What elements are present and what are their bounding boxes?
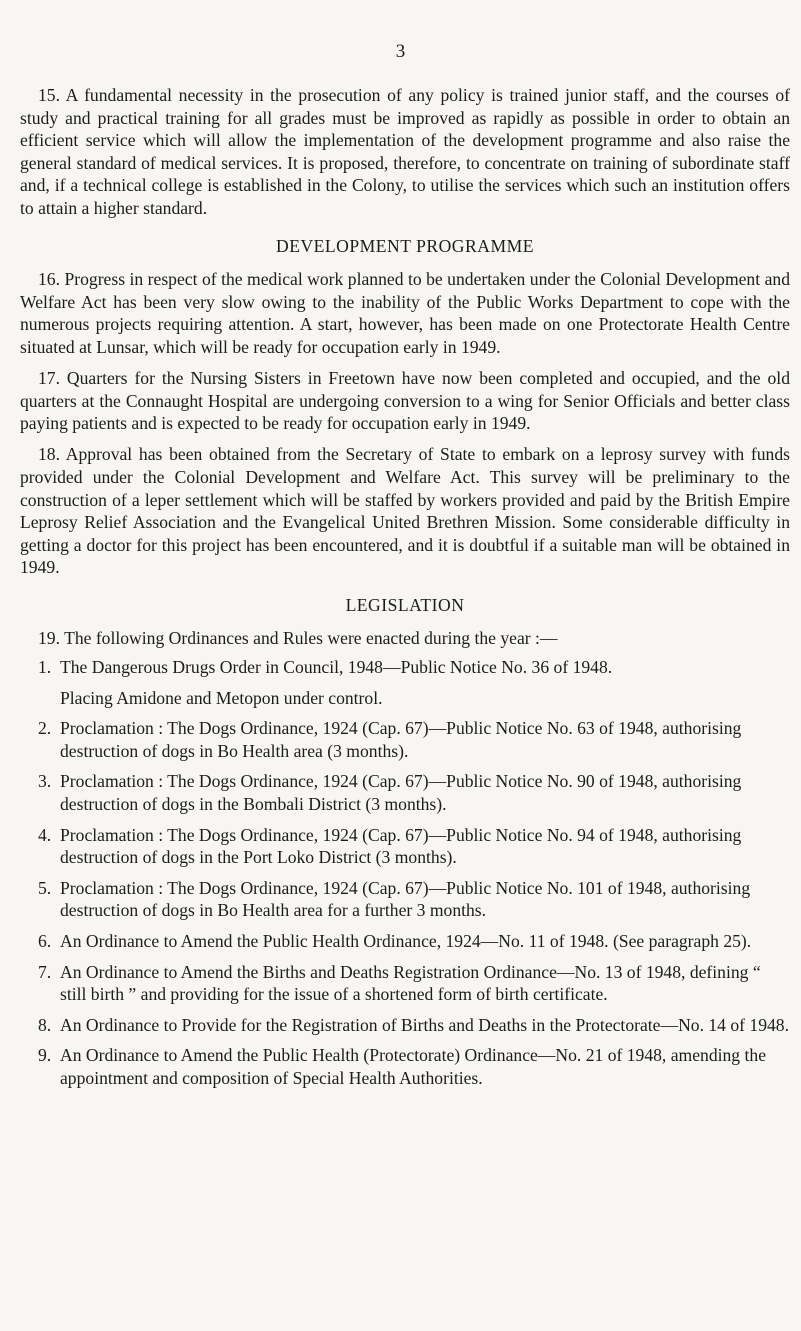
- list-item-number: 4.: [38, 824, 52, 845]
- page-number: 3: [395, 41, 406, 62]
- list-item-number: 5.: [38, 877, 52, 898]
- list-item-number: 8.: [38, 1014, 52, 1035]
- paragraph-18: 18. Approval has been obtained from the Secretary of State to embark on a leprosy survey with funds provided under the Colonial Development and Welfare Act. This survey will be preliminary to the construction of a leper settlement which will be staffed by workers provided and paid by the British Empire Leprosy Relief Association and the Evangelical United Brethren Mission. Some considerable difficulty in getting a doctor for this project has been encountered, and it is doubtful if a suitable man will be obtained in 1949.: [20, 444, 790, 578]
- list-item-text: Proclamation : The Dogs Ordinance, 1924 (Cap. 67)—Public Notice No. 101 of 1948, authorising destruction of dogs in Bo Health area for a further 3 months.: [60, 877, 751, 921]
- paragraph-16: 16. Progress in respect of the medical work planned to be undertaken under the Colonial Development and Welfare Act has been very slow owing to the inability of the Public Works Department to cope with the numerous projects requiring attention. A start, however, has been made on one Protectorate Health Centre situated at Lunsar, which will be ready for occupation early in 1949.: [20, 269, 790, 357]
- list-item-number: 3.: [38, 771, 52, 792]
- list-item-number: 9.: [38, 1045, 52, 1066]
- list-item-text: An Ordinance to Provide for the Registration of Births and Deaths in the Protectorate—No. 14 of 1948.: [60, 1014, 790, 1035]
- paragraph-19-intro: 19. The following Ordinances and Rules were enacted during the year :—: [38, 628, 558, 649]
- section-heading-legislation: LEGISLATION: [345, 594, 465, 615]
- list-item: [20, 770, 790, 815]
- list-item-number: 6.: [38, 931, 52, 951]
- list-item-text: Proclamation : The Dogs Ordinance, 1924 (Cap. 67)—Public Notice No. 90 of 1948, authorising destruction of dogs in the Bombali District (3 months).: [60, 771, 742, 815]
- list-item-text: An Ordinance to Amend the Births and Deaths Registration Ordinance—No. 13 of 1948, defining “ still birth ” and providing for the issue of a shortened form of birth certificate.: [60, 961, 761, 1005]
- list-item-note: Placing Amidone and Metopon under control.: [60, 687, 383, 708]
- list-item-number: 1.: [38, 657, 52, 678]
- list-item: [20, 717, 790, 762]
- list-item: [20, 930, 790, 953]
- list-item-text: The Dangerous Drugs Order in Council, 1948—Public Notice No. 36 of 1948.: [60, 657, 613, 678]
- section-heading-development: DEVELOPMENT PROGRAMME: [276, 235, 534, 256]
- list-item: [20, 824, 790, 869]
- list-item: [20, 656, 790, 709]
- list-item: [20, 877, 790, 922]
- list-item-text: Proclamation : The Dogs Ordinance, 1924 (Cap. 67)—Public Notice No. 94 of 1948, authorising destruction of dogs in the Port Loko District (3 months).: [60, 824, 742, 868]
- list-item-text: Proclamation : The Dogs Ordinance, 1924 (Cap. 67)—Public Notice No. 63 of 1948, authorising destruction of dogs in Bo Health area (3 months).: [60, 718, 742, 761]
- list-item: [20, 1014, 790, 1037]
- list-item-text: An Ordinance to Amend the Public Health (Protectorate) Ordinance—No. 21 of 1948, amending the appointment and composition of Special Health Authorities.: [60, 1045, 767, 1088]
- paragraph-15: 15. A fundamental necessity in the prosecution of any policy is trained junior staff, and the courses of study and practical training for all grades must be improved as rapidly as possible in order to obtain an efficient service which will allow the implementation of the development programme and also raise the general standard of medical services. It is proposed, therefore, to concentrate on training of subordinate staff and, if a technical college is established in the Colony, to utilise the services which such an institution offers to attain a higher standard.: [20, 85, 790, 218]
- list-item: [20, 961, 790, 1006]
- list-item-number: 7.: [38, 961, 52, 982]
- document-body: [20, 84, 790, 1098]
- list-item: [20, 1044, 790, 1089]
- paragraph-17: 17. Quarters for the Nursing Sisters in Freetown have now been completed and occupied, and the old quarters at the Connaught Hospital are undergoing conversion to a wing for Senior Officials and better class paying patients and is expected to be ready for occupation early in 1949.: [20, 368, 790, 434]
- list-item-text: An Ordinance to Amend the Public Health Ordinance, 1924—No. 11 of 1948. (See paragraph 25).: [60, 931, 752, 951]
- list-item-number: 2.: [38, 718, 52, 739]
- legislation-list: [20, 656, 790, 1090]
